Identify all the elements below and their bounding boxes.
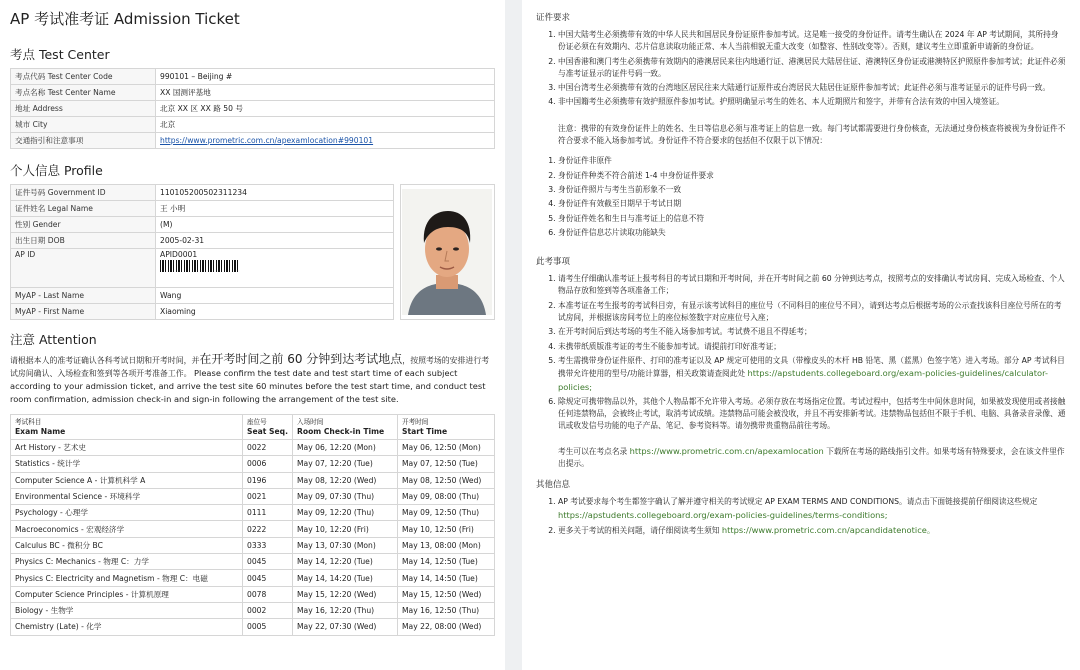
candidate-photo: [400, 184, 495, 320]
other-info-heading: 其他信息: [536, 480, 571, 491]
attention-heading: 注意 Attention: [10, 332, 97, 347]
id-requirements-heading: 证件要求: [536, 13, 571, 23]
cell-exam: Chemistry (Late) - 化学: [11, 619, 243, 635]
table-row: [11, 554, 495, 570]
list-item: [558, 341, 1066, 353]
table-row: [11, 185, 394, 201]
cell-start: May 09, 08:00 (Thu): [398, 488, 495, 504]
ticket-title: AP 考试准考证 Admission Ticket: [10, 10, 240, 28]
list-item: 4. 非中国籍考生必须携带有效护照原件参加考试。护照明确显示考生的姓名、本人近期照片和签字，并带有合法有效的中国入境签证。: [558, 96, 1066, 108]
cell-seat: 0022: [243, 440, 293, 456]
cell-start: May 08, 12:50 (Wed): [398, 472, 495, 488]
terms-link[interactable]: https://apstudents.collegeboard.org/exam-policies-guidelines/terms-conditions;: [558, 509, 888, 520]
header-seat: [243, 415, 293, 440]
cell-checkin: May 07, 12:20 (Tue): [293, 456, 398, 472]
field-value: 北京 XX 区 XX 路 50 号: [156, 101, 495, 117]
portrait-icon: [402, 189, 492, 315]
location-note-text: 考生可以在考点名录: [558, 446, 630, 456]
attention-text-zh-1: 请根据本人的准考证确认各科考试日期和开考时间，并: [10, 356, 200, 365]
table-row: [11, 505, 495, 521]
header-en: Room Check-in Time: [297, 427, 385, 436]
table-row: [11, 101, 495, 117]
attention-text-en: Please confirm the test date and test start time of each subject according to your admission ticket, and arrive the test site 60 minutes before the test start time, and conduct test room confirmation, admission check-in and sign-in following the arrangement of the test site.: [10, 368, 486, 404]
exam-schedule-table: [10, 414, 495, 636]
profile-table: [10, 184, 394, 320]
test-center-table: [10, 68, 495, 149]
field-value: 110105200502311234: [156, 185, 394, 201]
field-value: 北京: [156, 117, 495, 133]
cell-checkin: May 09, 07:30 (Thu): [293, 488, 398, 504]
list-item: 3. 中国台湾考生必须携带有效的台湾地区居民往来大陆通行证原件或台湾居民大陆居住证原件参加考试；此证件必须与准考证显示的证件号码一致。: [558, 82, 1066, 94]
cell-exam: Art History - 艺术史: [11, 440, 243, 456]
field-label: MyAP - First Name: [11, 303, 156, 319]
cell-start: May 13, 08:00 (Mon): [398, 537, 495, 553]
cell-checkin: May 16, 12:20 (Thu): [293, 602, 398, 618]
table-row: [11, 619, 495, 635]
list-item-text: 本准考证在考生报考的考试科目旁，有显示该考试科目的座位号（不同科目的座位号不同），请到达考点后根据考场的公示查找该科目座位号所在的考试房间，并根据该房间考位上的座位标签数字对应座位号入座；: [558, 300, 1062, 323]
field-value: XX 国测评基地: [156, 85, 495, 101]
table-row: [11, 117, 495, 133]
field-value: Wang: [156, 287, 394, 303]
other-info-list: [536, 496, 1066, 537]
profile-section: [10, 184, 495, 320]
cell-checkin: May 14, 14:20 (Tue): [293, 570, 398, 586]
list-item: [558, 326, 1066, 338]
cell-start: May 22, 08:00 (Wed): [398, 619, 495, 635]
table-row: [11, 233, 394, 249]
cell-start: May 07, 12:50 (Tue): [398, 456, 495, 472]
table-row: [11, 303, 394, 319]
attention-text-zh-2: ，按照考场的安排进行考试房间确认、入场检查和签到等各项开考准备工作。: [10, 356, 490, 378]
cell-checkin: May 10, 12:20 (Fri): [293, 521, 398, 537]
cell-exam: Calculus BC - 微积分 BC: [11, 537, 243, 553]
cell-exam: Physics C: Electricity and Magnetism - 物理 C：电磁: [11, 570, 243, 586]
table-row: [11, 85, 495, 101]
cell-checkin: May 08, 12:20 (Wed): [293, 472, 398, 488]
header-en: Exam Name: [15, 427, 66, 436]
list-item: [558, 355, 1066, 394]
cell-exam: Biology - 生物学: [11, 602, 243, 618]
table-row: [11, 217, 394, 233]
field-label: 交通指引和注意事项: [11, 133, 156, 149]
cell-seat: 0333: [243, 537, 293, 553]
list-item-text: 更多关于考试的相关问题，请仔细阅读考生须知: [558, 525, 722, 535]
field-label: 出生日期 DOB: [11, 233, 156, 249]
cell-seat: 0045: [243, 570, 293, 586]
test-center-heading: 考点 Test Center: [10, 47, 110, 62]
field-value: 990101 – Beijing #: [156, 69, 495, 85]
list-item: 1. 身份证件非原件: [558, 155, 1066, 167]
cell-start: May 10, 12:50 (Fri): [398, 521, 495, 537]
list-item-text: 未携带纸质版准考证的考生不能参加考试。请提前打印好准考证；: [558, 341, 781, 351]
cell-exam: Psychology - 心理学: [11, 505, 243, 521]
header-zh: 入场时间: [297, 418, 324, 426]
field-label: 城市 City: [11, 117, 156, 133]
list-item-text: 考生需携带身份证件原件、打印的准考证以及 AP 规定可使用的文具（带橡皮头的木杆 HB 铅笔、黑（蓝黑）色签字笔）进入考场。部分 AP 考试科目携带允许使用的型号/功能计算器，相关政策请查阅此处: [558, 355, 1065, 379]
field-value: (M): [156, 217, 394, 233]
location-note: [536, 445, 1066, 471]
cell-checkin: May 06, 12:20 (Mon): [293, 440, 398, 456]
cell-seat: 0078: [243, 586, 293, 602]
list-item-text: 除规定可携带物品以外，其他个人物品都不允许带入考场。必须存放在考场指定位置。考试过程中，包括考生中间休息时间，如果被发现使用或者接触任何违禁物品，会被终止考试，取消考试成绩。违禁物品可能会被没收，并且不再安排新考试。违禁物品包括但不限于手机、电脑、具备录音录像、通讯或收发信号功能的电子产品、笔记、参考资料等。请勿携带贵重物品前往考场。: [558, 396, 1066, 431]
cell-start: May 14, 12:50 (Tue): [398, 554, 495, 570]
id-note: 注意：携带的有效身份证件上的姓名、生日等信息必须与准考证上的信息一致。每门考试都需要进行身份核查，无法通过身份核查将被视为身份证件不符合要求不能入场参加考试。身份证件不符合要求的包括但不仅限于以下情况：: [558, 123, 1066, 146]
field-label: 考点代码 Test Center Code: [11, 69, 156, 85]
cell-seat: 0111: [243, 505, 293, 521]
list-item: 6. 身份证件信息芯片读取功能缺失: [558, 227, 1066, 239]
cell-exam: Environmental Science - 环境科学: [11, 488, 243, 504]
list-item: 2. 身份证件种类不符合前述 1-4 中身份证件要求: [558, 170, 1066, 182]
list-item: [558, 300, 1066, 325]
table-row: [11, 249, 394, 287]
list-item: [558, 273, 1066, 298]
list-item: 2. 中国香港和澳门考生必须携带有效期内的港澳居民来往内地通行证、港澳居民大陆居住证、港澳特区身份证或港澳特区护照原件参加考试；此证件必须与准考证显示的证件号码一致。: [558, 56, 1066, 81]
table-row: [11, 440, 495, 456]
cell-checkin: May 15, 12:20 (Wed): [293, 586, 398, 602]
table-header-row: [11, 415, 495, 440]
cell-seat: 0006: [243, 456, 293, 472]
id-requirements-list: [536, 29, 1066, 109]
attention-emphasis: 在开考时间之前 60 分钟到达考试地点: [199, 352, 403, 366]
cell-checkin: May 13, 07:30 (Mon): [293, 537, 398, 553]
table-row: [11, 488, 495, 504]
cell-exam: Computer Science Principles - 计算机原理: [11, 586, 243, 602]
attention-text: [10, 353, 495, 406]
field-label: 考点名称 Test Center Name: [11, 85, 156, 101]
field-label: AP ID: [11, 249, 156, 287]
cell-start: May 09, 12:50 (Thu): [398, 505, 495, 521]
location-link[interactable]: https://www.prometric.com.cn/apexamlocation#990101: [160, 136, 374, 145]
field-value: APID0001: [160, 250, 198, 260]
cell-seat: 0002: [243, 602, 293, 618]
cell-seat: 0196: [243, 472, 293, 488]
field-label: 性别 Gender: [11, 217, 156, 233]
cell-seat: 0021: [243, 488, 293, 504]
list-item: 4. 身份证件有效截至日期早于考试日期: [558, 198, 1066, 210]
table-row: [11, 201, 394, 217]
table-row: [11, 570, 495, 586]
field-label: 证件号码 Government ID: [11, 185, 156, 201]
cell-seat: 0045: [243, 554, 293, 570]
header-zh: 开考时间: [402, 418, 429, 426]
cell-start: May 14, 14:50 (Tue): [398, 570, 495, 586]
field-label: MyAP - Last Name: [11, 287, 156, 303]
field-value: 2005-02-31: [156, 233, 394, 249]
invalid-id-list: [536, 155, 1066, 239]
list-item: 5. 身份证件姓名和生日与准考证上的信息不符: [558, 213, 1066, 225]
table-row: [11, 537, 495, 553]
profile-heading: 个人信息 Profile: [10, 163, 103, 178]
table-row: [11, 472, 495, 488]
cell-start: May 16, 12:50 (Thu): [398, 602, 495, 618]
notes-list: [536, 273, 1066, 433]
header-checkin: [293, 415, 398, 440]
list-item: [558, 524, 1066, 537]
header-en: Start Time: [402, 427, 448, 436]
field-value: 王 小明: [156, 201, 394, 217]
cell-seat: 0005: [243, 619, 293, 635]
list-item-text: 请考生仔细确认准考证上报考科目的考试日期和开考时间，并在开考时间之前 60 分钟到达考点，按照考点的安排确认考试房间、完成入场检查、个人物品存放和签到等各项准备工作；: [558, 274, 1065, 296]
calculator-policy-link[interactable]: https://apstudents.collegeboard.org/exam-policies-guidelines/calculator-policies;: [558, 368, 1048, 392]
list-item-text: 在开考时间后到达考场的考生不能入场参加考试。考试费不退且不得延考；: [558, 327, 812, 337]
list-item: 1. 中国大陆考生必须携带有效的中华人民共和国居民身份证原件参加考试。这是唯一接受的身份证件。请考生确认在 2024 年 AP 考试期间，其所持身份证必须在有效期内、芯片信息读取功能正常、本人当前相貌无重大改变（如整容、性别改变等）。否则，建议考生立即重新申请新的身份证。: [558, 29, 1066, 54]
cell-exam: Physics C: Mechanics - 物理 C：力学: [11, 554, 243, 570]
table-row: [11, 456, 495, 472]
field-label: 地址 Address: [11, 101, 156, 117]
location-note-text: 下载所在考场的路线指引文件。如果考场有特殊要求，会在该文件里作出提示。: [558, 446, 1065, 469]
notes-heading: 此考事项: [536, 257, 571, 268]
table-row: [11, 133, 495, 149]
table-row: [11, 287, 394, 303]
table-row: [11, 69, 495, 85]
header-exam: [11, 415, 243, 440]
cell-start: May 06, 12:50 (Mon): [398, 440, 495, 456]
cell-exam: Macroeconomics - 宏观经济学: [11, 521, 243, 537]
list-item-text: AP 考试要求每个考生都签字确认了解并遵守相关的考试规定 AP EXAM TERMS AND CONDITIONS。请点击下面链接提前仔细阅读这些规定: [558, 497, 1038, 507]
cell-exam: Statistics - 统计学: [11, 456, 243, 472]
cell-exam: Computer Science A - 计算机科学 A: [11, 472, 243, 488]
list-item: 3. 身份证件照片与考生当前形象不一致: [558, 184, 1066, 196]
table-row: [11, 521, 495, 537]
cell-seat: 0222: [243, 521, 293, 537]
table-row: [11, 602, 495, 618]
candidate-notice-link[interactable]: https://www.prometric.com.cn/apcandidatenotice。: [721, 524, 936, 535]
list-item: [558, 496, 1066, 522]
admission-ticket-page: [0, 0, 505, 670]
header-zh: 座位号: [247, 418, 267, 426]
header-en: Seat Seq.: [247, 427, 288, 436]
cell-checkin: May 22, 07:30 (Wed): [293, 619, 398, 635]
requirements-page: [522, 0, 1080, 670]
field-label: 证件姓名 Legal Name: [11, 201, 156, 217]
cell-checkin: May 14, 12:20 (Tue): [293, 554, 398, 570]
cell-start: May 15, 12:50 (Wed): [398, 586, 495, 602]
barcode-icon: [160, 260, 238, 272]
header-start: [398, 415, 495, 440]
table-row: [11, 586, 495, 602]
field-value: Xiaoming: [156, 303, 394, 319]
header-zh: 考试科目: [15, 418, 42, 426]
exam-location-link[interactable]: https://www.prometric.com.cn/apexamlocation: [629, 445, 824, 456]
list-item: [558, 396, 1066, 433]
cell-checkin: May 09, 12:20 (Thu): [293, 505, 398, 521]
